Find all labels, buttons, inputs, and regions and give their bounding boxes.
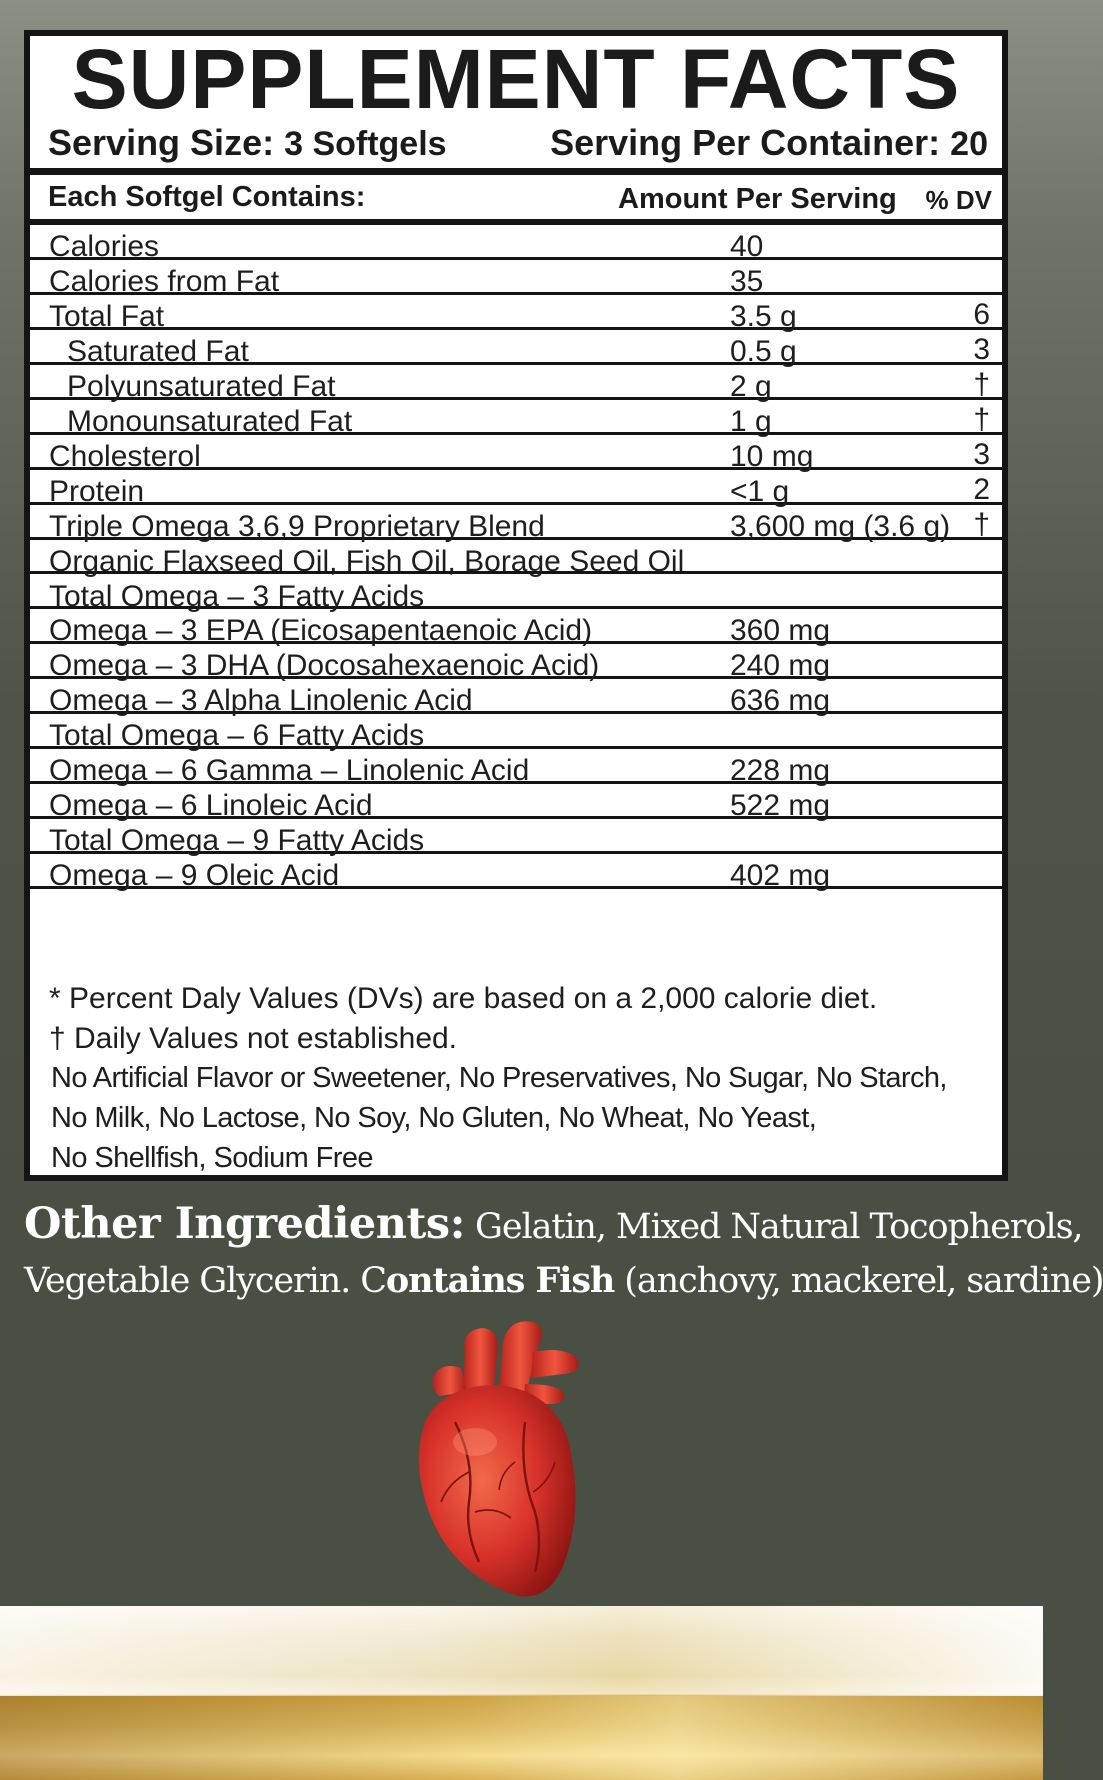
free-from-statement bbox=[51, 1058, 1000, 1178]
disclaimer-line: No Shellfish, Sodium Free bbox=[51, 1142, 373, 1174]
table-row bbox=[30, 400, 1002, 438]
heart-icon bbox=[395, 1312, 615, 1602]
table-row bbox=[30, 330, 1002, 368]
nutrient-name: Omega – 9 Oleic Acid bbox=[49, 859, 340, 893]
table-row bbox=[30, 540, 1002, 578]
nutrient-name: Total Omega – 3 Fatty Acids bbox=[49, 579, 425, 613]
nutrient-daily-value: 3 bbox=[973, 332, 990, 366]
nutrient-amount: 3,600 mg (3.6 g) bbox=[730, 509, 951, 543]
nutrient-daily-value: 2 bbox=[973, 472, 990, 506]
nutrient-name: Organic Flaxseed Oil, Fish Oil, Borage Seed Oil bbox=[49, 544, 685, 578]
nutrient-name: Saturated Fat bbox=[67, 334, 249, 368]
supplement-facts-panel bbox=[24, 30, 1008, 1181]
nutrient-name: Calories bbox=[49, 230, 160, 263]
nutrient-amount: 40 bbox=[730, 230, 764, 263]
nutrient-amount: 402 mg bbox=[730, 859, 831, 893]
nutrient-amount: 636 mg bbox=[730, 684, 831, 718]
nutrient-name: Polyunsaturated Fat bbox=[67, 369, 336, 403]
table-row bbox=[30, 295, 1002, 333]
nutrient-amount: 360 mg bbox=[730, 614, 831, 648]
contains-fish-label: ontains Fish bbox=[385, 1260, 615, 1301]
footnote-not-established: † Daily Values not established. bbox=[49, 1022, 458, 1055]
label-title: SUPPLEMENT FACTS bbox=[71, 32, 961, 126]
nutrient-daily-value: † bbox=[973, 402, 990, 436]
table-row bbox=[30, 819, 1002, 858]
gold-foil-highlight bbox=[0, 1606, 1043, 1696]
nutrient-name: Total Omega – 9 Fatty Acids bbox=[49, 824, 425, 858]
table-row bbox=[30, 365, 1002, 403]
other-ingredients-text: Vegetable Glycerin. C bbox=[24, 1261, 386, 1301]
disclaimer-line: No Artificial Flavor or Sweetener, No Preservatives, No Sugar, No Starch, bbox=[51, 1062, 947, 1094]
nutrient-name: Omega – 6 Gamma – Linolenic Acid bbox=[49, 754, 530, 788]
nutrient-name: Omega – 6 Linoleic Acid bbox=[49, 789, 373, 823]
table-header-dv: % DV bbox=[925, 185, 992, 215]
servings-label: Serving Per Container: bbox=[550, 122, 941, 163]
footnote-percent-dv: * Percent Daly Values (DVs) are based on a 2,000 calorie diet. bbox=[49, 982, 878, 1015]
other-ingredients-text: Gelatin, Mixed Natural Tocopherols, bbox=[465, 1207, 1083, 1247]
nutrient-amount: <1 g bbox=[730, 474, 790, 508]
nutrient-name: Monounsaturated Fat bbox=[67, 404, 353, 438]
nutrient-name: Total Fat bbox=[49, 299, 165, 333]
table-row bbox=[30, 609, 1002, 648]
serving-size-value: 3 Softgels bbox=[284, 125, 447, 163]
nutrient-name: Total Omega – 6 Fatty Acids bbox=[49, 719, 425, 753]
nutrient-amount: 0.5 g bbox=[730, 334, 797, 368]
other-ingredients-heading: Other Ingredients: bbox=[24, 1199, 465, 1249]
table-row bbox=[30, 749, 1002, 788]
table-row bbox=[30, 470, 1002, 508]
header-divider bbox=[30, 168, 1002, 175]
nutrient-daily-value: 3 bbox=[973, 437, 990, 471]
table-row bbox=[30, 784, 1002, 823]
nutrient-name: Omega – 3 EPA (Eicosapentaenoic Acid) bbox=[49, 614, 593, 648]
table-header-label: Each Softgel Contains: bbox=[48, 181, 366, 213]
table-header-amount: Amount Per Serving bbox=[618, 183, 897, 215]
nutrient-daily-value: † bbox=[973, 507, 990, 541]
table-row bbox=[30, 575, 1002, 613]
serving-size-label: Serving Size: bbox=[48, 122, 275, 163]
servings-per-container bbox=[550, 122, 988, 164]
nutrient-amount: 3.5 g bbox=[730, 299, 797, 333]
nutrient-amount: 240 mg bbox=[730, 649, 831, 683]
table-row bbox=[30, 435, 1002, 473]
nutrient-amount: 10 mg bbox=[730, 439, 814, 473]
nutrient-name: Omega – 3 DHA (Docosahexaenoic Acid) bbox=[49, 649, 600, 683]
servings-value: 20 bbox=[950, 125, 988, 163]
table-row bbox=[30, 225, 1002, 263]
other-ingredients bbox=[24, 1197, 1103, 1308]
table-row bbox=[30, 854, 1002, 893]
table-row bbox=[30, 644, 1002, 683]
nutrient-amount: 2 g bbox=[730, 369, 772, 403]
other-ingredients-line-1 bbox=[24, 1197, 1083, 1254]
table-row bbox=[30, 505, 1002, 543]
nutrient-name: Cholesterol bbox=[49, 439, 201, 473]
nutrient-amount: 228 mg bbox=[730, 754, 831, 788]
nutrient-name: Omega – 3 Alpha Linolenic Acid bbox=[49, 684, 473, 718]
serving-info bbox=[48, 120, 988, 166]
nutrient-amount: 35 bbox=[730, 264, 764, 298]
footnotes bbox=[49, 979, 996, 1059]
other-ingredients-line-2 bbox=[24, 1254, 1103, 1308]
nutrient-name: Calories from Fat bbox=[49, 264, 280, 298]
table-row bbox=[30, 679, 1002, 718]
nutrient-amount: 1 g bbox=[730, 404, 772, 438]
disclaimer-line: No Milk, No Lactose, No Soy, No Gluten, No Wheat, No Yeast, bbox=[51, 1102, 817, 1134]
nutrient-amount: 522 mg bbox=[730, 789, 831, 823]
table-row bbox=[30, 260, 1002, 298]
table-row bbox=[30, 714, 1002, 753]
nutrient-name: Triple Omega 3,6,9 Proprietary Blend bbox=[49, 509, 545, 543]
fish-species: (anchovy, mackerel, sardine) bbox=[614, 1261, 1103, 1301]
nutrient-name: Protein bbox=[49, 474, 145, 508]
serving-size bbox=[48, 122, 447, 164]
gold-foil-shade bbox=[0, 1696, 1043, 1780]
nutrient-daily-value: † bbox=[973, 367, 990, 401]
table-header bbox=[30, 175, 1002, 219]
nutrient-daily-value: 6 bbox=[973, 297, 990, 331]
